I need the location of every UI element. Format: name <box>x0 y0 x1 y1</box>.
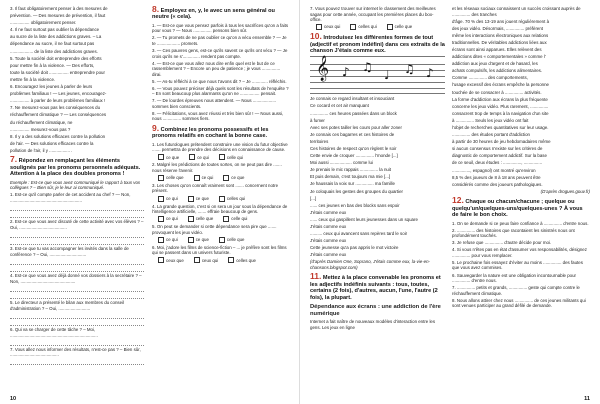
choice-option[interactable]: ce qui <box>194 175 214 181</box>
exercise-instruction: Chaque ou chacun/chacune ; quelque ou quelqu'un/quelques-uns/quelques-unes ? À vous de faire le bon choix. <box>452 199 583 219</box>
choice-row <box>158 257 290 263</box>
checkbox-icon[interactable] <box>158 175 164 181</box>
text-line: addictions dites « comportementales » comme l' <box>452 54 546 60</box>
exercise-item: 5. — As-tu réfléchi à ce que nous t'avons dit ? – Je ............. réfléchis. <box>152 78 287 84</box>
exercise-item: 7. — De lourdes épreuves nous attendent. — Nous ................... sommes bien conscients. <box>152 98 276 109</box>
exercise-item: 7. Vous allez nous informer des résultats, n'est-ce pas ? – Bien sûr, ........................................ <box>10 346 141 358</box>
exercise-8-title <box>152 6 290 21</box>
exercise-12-title <box>452 197 590 218</box>
music-note-icon: ♪ <box>342 65 350 80</box>
text-line: mettre fin à la violence. <box>10 76 56 82</box>
exercise-number: 10. <box>310 31 322 42</box>
song-line: Je prenais le mic rappais ............... la nuit <box>310 167 392 173</box>
text-line: de l'air. — Des solutions efficaces contre la <box>10 140 94 146</box>
exercise-item: 6. — Vous pouvez préciser déjà quels sont les résultats de l'enquête ? – En sont beaucoup plus alarmants qu'on ne ................ pensait. <box>152 85 289 97</box>
exercise-9-title <box>152 122 290 140</box>
text-line: 6. Encouragez les jeunes à parler de leurs <box>10 84 93 90</box>
song-line: Je coloquais les gestes des groupes du quartier <box>310 188 403 194</box>
song-lyrics <box>310 96 445 258</box>
checkbox-icon[interactable] <box>188 216 194 222</box>
choice-option[interactable]: celle qui <box>223 216 247 222</box>
exercise-item: 1. Les futurologues prétendent construire une vision du futur objective ....... permettra de prendre des décisions en connaissance de cause. <box>152 141 288 153</box>
text-line: ................ obligatoirement penser. <box>10 20 77 26</box>
checkbox-icon[interactable] <box>158 237 164 243</box>
answer-line[interactable] <box>10 259 144 265</box>
exercise-item: 4. Si vous n'êtes pas en état d'assumer vos responsabilités, désignez ............... pour vous remplacer. <box>452 247 587 258</box>
text-line: 3. Il faut obligatoirement penser à des mesures de <box>10 6 108 11</box>
exercise-number: 7. <box>10 154 18 165</box>
choice-option[interactable]: celles qui <box>219 196 245 202</box>
page-number: 11 <box>584 396 590 402</box>
song-line: J'étais comme eux <box>310 238 347 244</box>
right-column-1 <box>310 6 445 332</box>
choice-row <box>158 196 290 202</box>
exercise-item: 2. Est-ce que vous avez discuté de cette activité avec vos élèves ? – Oui, ....................................... <box>10 219 144 230</box>
exercise-7-title <box>10 156 144 177</box>
exercise-item: 4. La grande question, c'est si on sera un jour sous la dépendance de l'intelligence artificielle, ....... effraie beaucoup de gens. <box>152 203 288 215</box>
exercise-10-title <box>310 33 445 54</box>
checkbox-icon[interactable] <box>194 175 200 181</box>
answer-line[interactable] <box>10 232 144 238</box>
song-line: [...] <box>310 195 317 201</box>
checkbox-icon[interactable] <box>219 237 225 243</box>
checkbox-icon[interactable] <box>194 257 200 263</box>
checkbox-icon[interactable] <box>158 216 164 222</box>
left-column-1 <box>10 6 144 367</box>
choice-option[interactable]: celles qui <box>350 24 376 30</box>
music-note-icon: ♩ <box>384 68 390 83</box>
exercise-item: 5. Le prochaine fois essayez d'éviter au moins ............... des fautes que vous avez commises. <box>452 259 583 271</box>
exercise-instruction: Combinez les pronoms possessifs et les pronoms relatifs en cochant la bonne case. <box>152 126 269 140</box>
song-line: J'étais comme eux <box>310 252 347 258</box>
choice-row <box>158 154 290 160</box>
exercise-item: 1. On se demande si ce peux faire confiance à ............... d'entre nous. <box>452 220 589 226</box>
answer-line[interactable] <box>10 205 144 211</box>
text-line: problèmes familiaux ! — Les jeunes, encouragez- <box>10 91 107 97</box>
song-line: Je connais ces bagarres et ces histoires de <box>310 131 395 137</box>
exercise-item: 5. On peut se demander si cette dépendance sera pire que ....... provoquent les jeux vidéo. <box>152 224 277 235</box>
song-line: à fumer <box>310 117 325 123</box>
exercise-item: 8. — Félicitations, vous avez réussi et très bien sûr ! — Nous aussi, nous ............... sommes fiers. <box>152 110 284 122</box>
song-line: ...... ces jeunes en bas des blocks sans espoir <box>310 202 400 208</box>
text-line: diagnostic de comportement addictif. Sur la base <box>452 153 547 159</box>
text-line: 8. Il y a des solutions efficaces contre la pollution <box>10 133 106 139</box>
text-line: l'usage excessif des écrans empêche la personne <box>452 82 550 88</box>
choice-option[interactable]: ce que <box>188 237 209 243</box>
exercise-item: 3. — Ces pauvres gens, est-ce qu'ils savent ce qu'ils ont vécu ? — Je crois qu'ils ne s'.............. rendent pas compte. <box>152 48 288 59</box>
song-line: J'étais comme eux <box>310 224 347 229</box>
song-line: .......... ceux qui avancent sans repères tard le soir <box>310 231 408 237</box>
checkbox-icon[interactable] <box>223 175 229 181</box>
text-line: et les réseaux sociaux connaissent un succès croissant auprès de ............... des tranches <box>452 6 581 17</box>
exercise-instruction: Répondez en remplaçant les éléments soulignés par les pronoms personnels adéquats. Attention à la place des doubles pronoms ! <box>10 158 141 178</box>
exercise-item: 6. Moi, j'adore les films de science-fiction – ... je préfère sont les films qui se passent dans un univers futuriste. <box>152 244 287 256</box>
music-note-icon: ♪ <box>426 66 434 81</box>
exercise-11-title <box>310 273 445 301</box>
text-line: Comme ............... des comportements, <box>452 75 528 81</box>
text-line: du réchauffement climatique, ne <box>10 119 73 125</box>
exercise-number: 8. <box>152 4 160 14</box>
text-line: au sucre de la liste des addictions graves. – La <box>10 34 102 40</box>
choice-row <box>316 24 445 30</box>
exercise-item: 7. Vous pouvez trouver sur internet le classement des meilleures sagas pour cette année, occupant les premières places du box-office. <box>310 6 436 22</box>
text-line: 5. Toute la société doit entreprendre des efforts <box>10 55 102 61</box>
choice-row <box>158 175 290 181</box>
text-line: 7. Ne mesurez-vous pas les conséquences du <box>10 105 101 111</box>
text-line: l'objet de recherches quantitatives sur leur usage. <box>452 125 549 130</box>
text-line: même les interactions électroniques aux relations <box>452 32 549 38</box>
text-line: ............... des études portant d'addiction <box>452 132 530 138</box>
choice-option[interactable]: celle que <box>188 216 214 222</box>
choice-row <box>158 237 290 243</box>
text-line: ................... de la liste des addictions graves. <box>10 48 98 54</box>
text-line: pour mettre fin à la violence. — Des efforts, <box>10 62 95 68</box>
answer-line[interactable] <box>10 286 144 292</box>
song-line: Je haussais la voix sur ............... ma famille <box>310 181 395 187</box>
song-line: Et puis demain, c'est toujours ma mie [...] <box>310 174 391 180</box>
choice-option[interactable]: ce qui <box>158 196 178 202</box>
checkbox-icon[interactable] <box>188 237 194 243</box>
exercise-item: 8. Nous allons attirer chez nous ............... de ces jeunes militants qui sont venues participer au grand défilé de demande. <box>452 297 586 309</box>
answer-line[interactable] <box>10 239 144 245</box>
page-number: 10 <box>10 396 17 402</box>
music-staff-illustration <box>310 56 445 94</box>
exercise-item: 3. Est-ce que tu vas accompagner les invités dans la salle de conférence ? – Oui, .............................. <box>10 246 129 257</box>
text-line: écrans sont ainsi apparues. Elles relèvent des <box>452 46 542 52</box>
music-note-icon: ♫ <box>404 62 415 77</box>
song-line: ............... ces heures passées dans un block <box>310 110 397 116</box>
text-line: addiction aux jeux d'argent et de hasard, les <box>452 61 538 67</box>
checkbox-icon[interactable] <box>228 257 234 263</box>
checkbox-icon[interactable] <box>188 196 194 202</box>
checkbox-icon[interactable] <box>316 24 322 30</box>
checkbox-icon[interactable] <box>189 154 195 160</box>
exercise-item: 1. — Est-ce que vous pensez parfois à tous les sacrifices qu'on a faits pour vous ? — Nous ............... pensons bien sûr. <box>152 22 289 34</box>
checkbox-icon[interactable] <box>158 154 164 160</box>
exercise-item: 2. — Tu promets de ne pas oublier ce qu'on a vécu ensemble ? — Je te ................... promets. <box>152 35 287 46</box>
text-line: La forme d'addiction aux écrans la plus fréquente <box>452 96 548 102</box>
exercise-item: 4. — Est-ce que vous allez nous dire enfin quel est le but de ce rassemblement ? – Encore un peu de patience ; je vous ............... dirai. <box>152 60 281 77</box>
choice-option[interactable]: celle que <box>219 237 245 243</box>
answer-line[interactable] <box>10 313 144 319</box>
text-line: réchauffement climatique ? — Les conséquences <box>10 112 107 118</box>
choice-option[interactable]: celle que <box>387 24 413 30</box>
choice-option[interactable]: ce qui <box>189 154 209 160</box>
song-line: Cette jeunesse qu'a pas appris le mot victoire <box>310 245 399 251</box>
text-line: à ............... Seuls les jeux vidéo ont fait <box>452 117 529 123</box>
checkbox-icon[interactable] <box>387 24 393 30</box>
choice-option[interactable]: ceux que <box>158 257 184 263</box>
choice-option[interactable]: ce que <box>188 196 209 202</box>
ex11-text-continuation <box>452 6 590 194</box>
exercise-item: 3. Je refuse que ............... d'autre décide pour moi. <box>452 240 552 246</box>
text-line: ................ mesurez-vous pas ? <box>10 126 71 132</box>
song-line: Ce cocard et cet air manquant <box>310 103 369 109</box>
answer-line[interactable] <box>10 266 144 272</box>
exercise-item: 2. Malgré les prédictions de toutes sortes, on ne peut pas dire ....... nous réserve l'avenir. <box>152 162 282 173</box>
text-line: 4. Il ne faut surtout pas oublier la dépendance <box>10 27 100 33</box>
exercise-example: Exemple : Est-ce que vous avez communiqué le rapport à tous vos collègues ? – Bien sûr, je le leur ai communiqué. <box>10 179 141 191</box>
exercise-item: 2. ............... des histoires que racontaient les sinistrés nous ont profondément touchés. <box>452 227 575 239</box>
exercise-item: 3. Les choses qu'on connaît vraiment sont ....... concernent notre présent. <box>152 182 279 194</box>
song-line: ...... ceux qui gaspillent leurs jeunesses dans un square <box>310 216 418 222</box>
text-line: d'âge. 70 % des 13-19 ans jouent régulièrement à <box>452 18 550 24</box>
text-line: consacrent trop de temps à la navigation d'un site <box>452 110 549 116</box>
checkbox-icon[interactable] <box>223 216 229 222</box>
song-line: Cette envie de croquer ............... l'monde [...] <box>310 153 398 159</box>
text-line: 8,5 % des joueurs de 8 à 18 ans peuvent être <box>452 174 541 180</box>
answer-line[interactable] <box>10 359 144 365</box>
answer-line[interactable] <box>10 340 144 346</box>
text-line: achats compulsifs, les addictions alimentaires. <box>452 68 543 74</box>
choice-option[interactable]: ce qui <box>158 237 178 243</box>
answer-line[interactable] <box>10 320 144 326</box>
song-line: Ces histoires de respect qu'on règlent le soir <box>310 145 397 151</box>
choice-option[interactable]: celle que <box>158 175 184 181</box>
text-line: ................ à parler de leurs problèmes familiaux ! <box>10 98 106 104</box>
text-line: à partir de 30 heures de jeu hebdomadaires même <box>452 139 551 145</box>
exercise-item: 7. ............... petits et grands, ............... geste qui compte contre le réchauffement climatique. <box>452 285 580 296</box>
checkbox-icon[interactable] <box>158 196 164 202</box>
left-column-2 <box>152 6 290 265</box>
checkbox-icon[interactable] <box>219 196 225 202</box>
text-line: pollution de l'air, il y ................. . <box>10 147 73 153</box>
checkbox-icon[interactable] <box>219 154 225 160</box>
exercise-item: 1. Est-ce qu'il compte parler de cet accident au chef ? — Non, ........................................................... <box>10 192 131 203</box>
choice-option[interactable]: ceux qui <box>316 24 340 30</box>
text-line: si aucun consensus n'existe sur les critères de <box>452 146 543 152</box>
treble-clef-icon: 𝄞 <box>316 56 330 82</box>
right-page <box>300 0 600 404</box>
exercise-instruction: Introduisez les différentes formes de tout (adjectif et pronom indéfini) dans ces extraits de la chanson J'étais comme eux. <box>310 35 445 54</box>
song-line: J'étais comme eux <box>310 209 347 215</box>
exercise-item: 5. Le directeur a présenté le bilan aux membres du conseil d'administration ? – Oui, .......................... <box>10 300 124 311</box>
exercise-number: 11. <box>310 271 322 282</box>
text-line: prévention. — Des mesures de prévention, il faut <box>10 13 106 19</box>
choice-option[interactable]: celle qui <box>219 154 243 160</box>
music-note-icon: ♫ <box>362 60 373 75</box>
right-column-2 <box>452 6 590 310</box>
text-source: (D'après drogues.gouv.fr) <box>540 188 590 194</box>
song-line: territoires <box>310 138 329 144</box>
text-line: traditionnelles. De véritables addictions liées aux <box>452 39 547 45</box>
exercise-item: 6. Sauvegarder la nature est une obligation incontournable pour ............... d'entre nous. <box>452 272 577 284</box>
answer-line[interactable] <box>10 293 144 299</box>
text-line: ..............., espagnol) ont montré qu'environ <box>452 167 536 173</box>
choice-option[interactable]: ce qui <box>158 216 178 222</box>
choice-option[interactable]: ceux qui <box>194 257 218 263</box>
song-line: Avec ses potes tailler les cours pour aller zoner <box>310 124 402 130</box>
text-line: dépendance au sucre, il ne faut surtout pas <box>10 41 95 47</box>
choice-row <box>158 216 290 222</box>
exercise-instruction: Mettez à la place convenable les pronoms et les adjectifs indéfinis suivants : tous, toutes, certains (2 fois), d'autres, aucun, l'une, l'autre (2 fois), la plupart. <box>310 275 441 301</box>
text-line: touchée de se consacrer à ............... activités. <box>452 89 542 95</box>
checkbox-icon[interactable] <box>158 257 164 263</box>
text-line: des jeux vidéo. Désormais, ............... préfèrent <box>452 25 544 31</box>
exercise-item: 6. Qui va se charger de cette tâche ? – Moi, ........................................................................ <box>10 327 98 338</box>
text-line: considérés comme des joueurs pathologiques. <box>452 181 543 187</box>
text-paragraph: Internet a fait naître de nouveaux modèles d'interaction entre les gens. Les jeux en ligne <box>310 319 436 330</box>
choice-option[interactable]: celles que <box>228 257 256 263</box>
exercise-instruction: Employez en, y, le avec un sens général ou neutre (« cela). <box>152 8 275 21</box>
answer-line[interactable] <box>10 212 144 218</box>
exercise-number: 12. <box>452 195 464 206</box>
exercise-item: 4. Est-ce que vous avez déjà donné vos dossiers à la secrétaire ? – Non, ............................................. <box>10 273 142 284</box>
text-subtitle: Dépendance aux écrans : une addiction de l'ère numérique <box>310 304 441 317</box>
exercise-number: 9. <box>152 122 160 133</box>
text-line: de ce seuil, deux études : ..............., ............... <box>452 160 543 166</box>
choice-option[interactable]: ce que <box>158 154 179 160</box>
song-line: Je connais ce regard insultant et insouciant <box>310 96 395 102</box>
checkbox-icon[interactable] <box>350 24 356 30</box>
song-credit: (d'après Damien One, Soprano, J'étais comme eux, la-vie-en-chansons.blogspot.com) <box>310 259 431 270</box>
text-line: concerne les jeux vidéo. Plus rarement, ............... <box>452 103 549 109</box>
choice-option[interactable]: ce que <box>223 175 244 181</box>
ex6-continuation <box>10 6 144 153</box>
text-line: toute la société doit ................ entreprendre pour <box>10 69 105 75</box>
song-line: Moi aussi .................. comme lui <box>310 160 373 166</box>
